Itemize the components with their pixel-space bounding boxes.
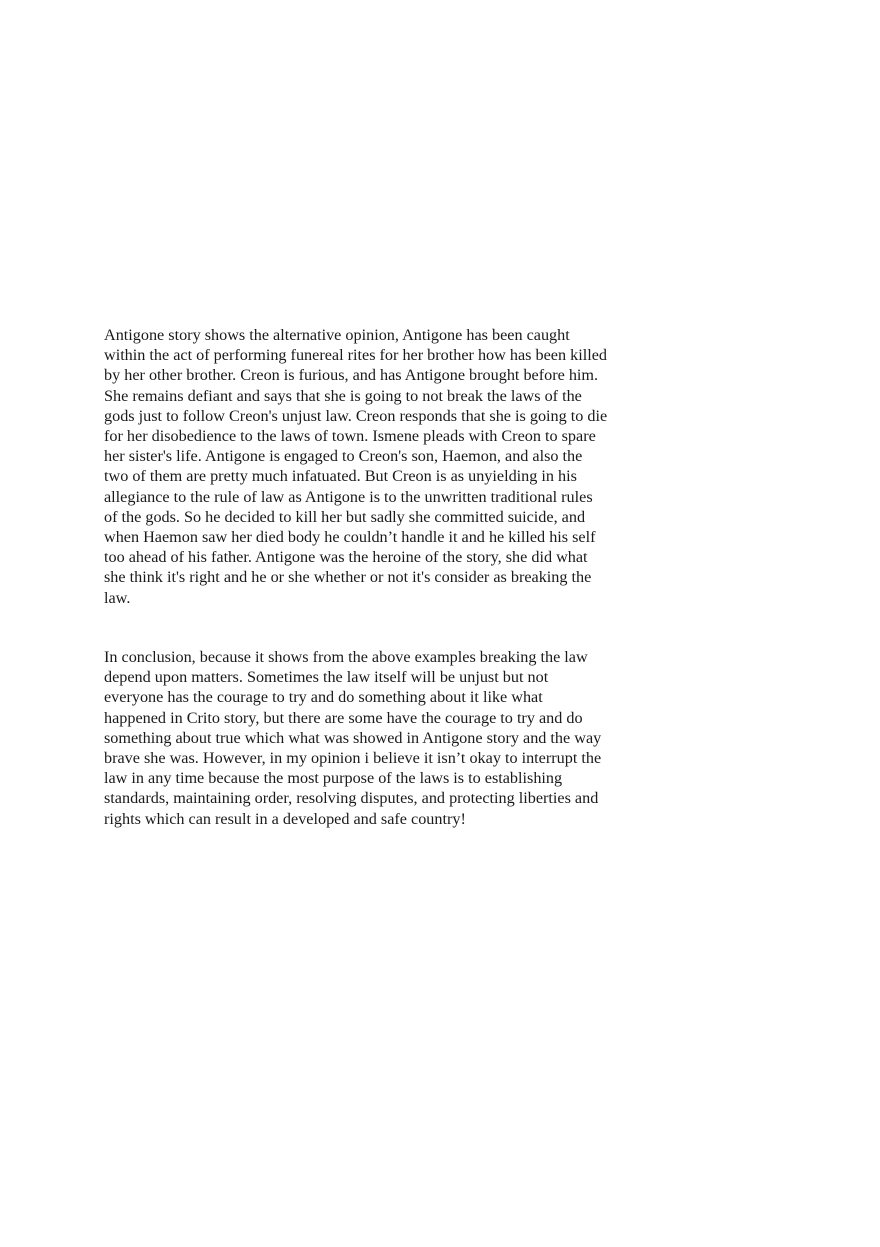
text-line: her sister's life. Antigone is engaged to Creon's son, Haemon, and also the: [104, 447, 583, 466]
text-line: law in any time because the most purpose of the laws is to establishing: [104, 769, 563, 788]
text-line: for her disobedience to the laws of town. Ismene pleads with Creon to spare: [104, 427, 596, 446]
text-line: brave she was. However, in my opinion i believe it isn’t okay to interrupt the: [104, 749, 602, 768]
text-line: happened in Crito story, but there are some have the courage to try and do: [104, 708, 583, 727]
text-line: In conclusion, because it shows from the above examples breaking the law: [104, 648, 588, 666]
text-line: everyone has the courage to try and do something about it like what: [104, 688, 543, 707]
text-line: something about true which what was showed in Antigone story and the way: [104, 728, 602, 747]
text-line: when Haemon saw her died body he couldn’t handle it and he killed his self: [104, 528, 596, 547]
text-line: gods just to follow Creon's unjust law. Creon responds that she is going to die: [104, 406, 608, 425]
text-line: within the act of performing funereal rites for her brother how has been killed: [104, 346, 607, 365]
text-line: Antigone story shows the alternative opinion, Antigone has been caught: [104, 326, 570, 344]
text-line: two of them are pretty much infatuated. But Creon is as unyielding in his: [104, 467, 577, 486]
text-line: she think it's right and he or she whether or not it's consider as breaking the: [104, 568, 592, 587]
text-line: She remains defiant and says that she is going to not break the laws of the: [104, 386, 582, 405]
text-line: by her other brother. Creon is furious, and has Antigone brought before him.: [104, 366, 599, 385]
text-line: depend upon matters. Sometimes the law itself will be unjust but not: [104, 668, 549, 687]
text-line: rights which can result in a developed and safe country!: [104, 809, 466, 828]
text-line: of the gods. So he decided to kill her but sadly she committed suicide, and: [104, 507, 586, 526]
text-line: standards, maintaining order, resolving disputes, and protecting liberties and: [104, 789, 599, 808]
text-line: law.: [104, 588, 131, 607]
paragraph-conclusion: [104, 647, 664, 829]
text-line: too ahead of his father. Antigone was the heroine of the story, she did what: [104, 548, 588, 567]
paragraph-antigone: [104, 325, 664, 608]
text-line: allegiance to the rule of law as Antigone is to the unwritten traditional rules: [104, 487, 593, 506]
